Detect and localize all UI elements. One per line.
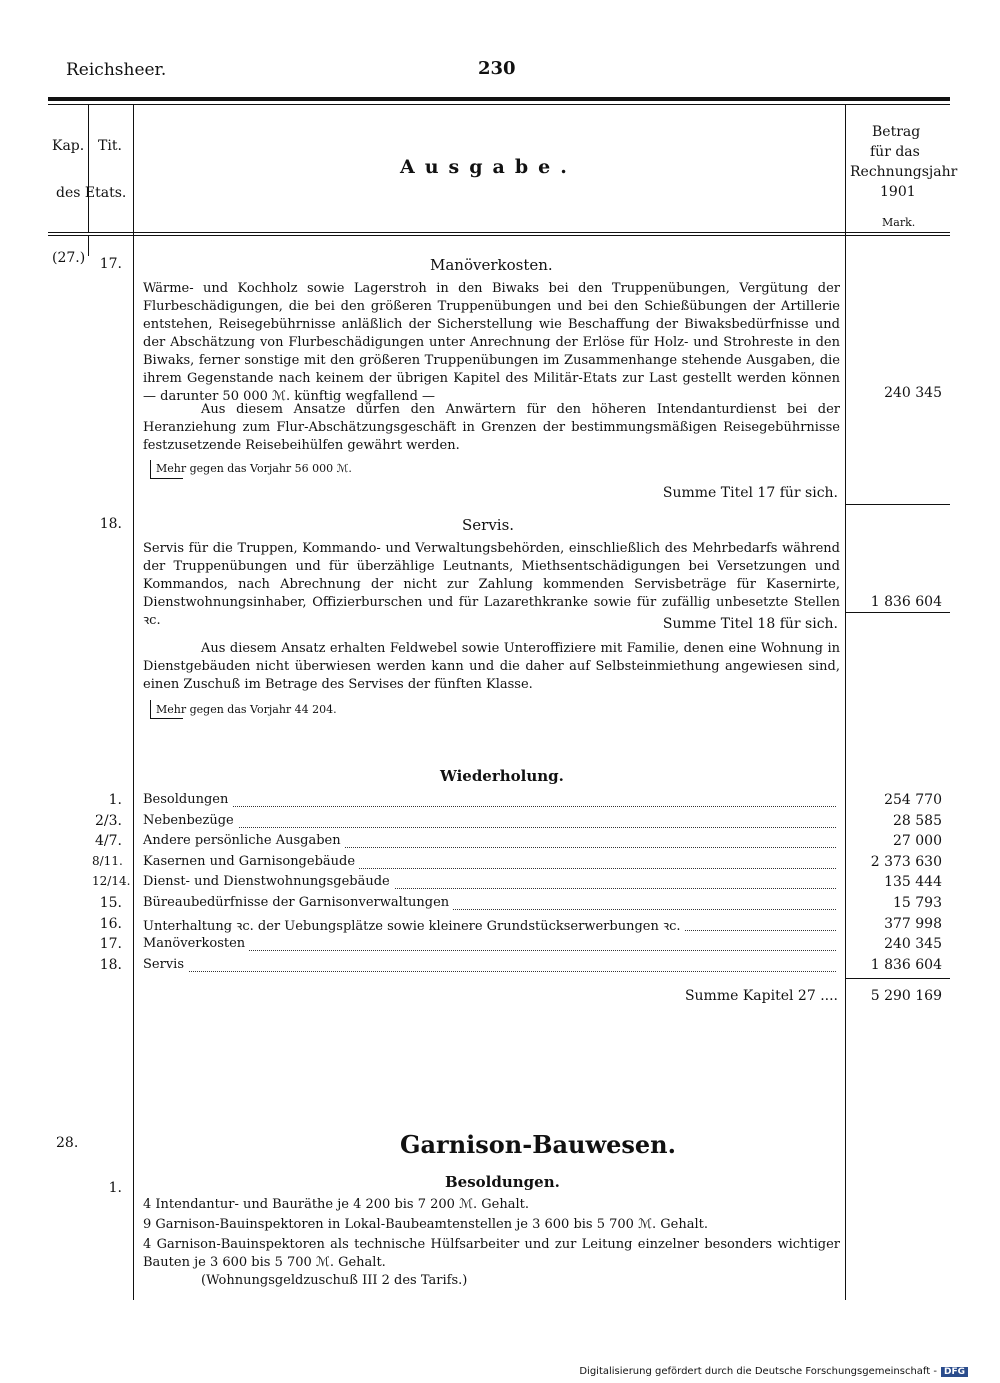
wiederholung-tit: 4/7. [95,833,122,849]
wiederholung-amount: 27 000 [893,833,942,849]
wiederholung-tit: 2/3. [95,813,122,829]
tit-18: 18. [99,516,122,532]
head-mark: Mark. [882,216,916,229]
tit-18-amount: 1 836 604 [870,594,942,610]
col-line-tit [133,104,134,1300]
tit-18-mehr: Mehr gegen das Vorjahr 44 204. [156,703,337,716]
kap-28-line-4: (Wohnungsgeldzuschuß III 2 des Tarifs.) [201,1273,468,1288]
head-betrag-1: Betrag [872,124,921,140]
tit-17-text: Wärme- und Kochholz sowie Lagerstroh in den Biwaks bei den Truppenübungen, Vergütung der Flurbeschädigungen, die bei den größeren Truppenübungen und bei den Schießübungen der Artillerie entstehen, Reisegebührnisse anläßlich der Sicherstellung wie Beschaffung der Biwaksbedürfnisse und der Abschätzung von Flurbeschädigungen unter Anrechnung der Erlöse für Holz- und Strohreste in den Biwaks, ferner sonstige mit den größeren Truppenübungen im Zusammenhange stehende Ausgaben, die ihrem Gegenstande nach keinem der übrigen Kapitel des Militär-Etats zur Last gestellt werden können — darunter 50 000 ℳ. künftig wegfallend — [143,281,840,404]
wiederholung-label: Büreaubedürfnisse der Garnisonverwaltungen [143,895,453,910]
wiederholung-amount: 135 444 [884,874,942,890]
kap-28-line-1: 4 Intendantur- und Bauräthe je 4 200 bis 7 200 ℳ. Gehalt. [143,1197,529,1212]
col-line-kap [88,104,89,232]
tit-17: 17. [99,256,122,272]
top-rule-thin [48,104,950,105]
amount-rule-18 [845,612,950,613]
wiederholung-amount: 28 585 [893,813,942,829]
leader-dots [150,826,836,828]
dfg-logo: DFG [941,1367,968,1377]
leader-dots [150,970,836,972]
head-title: Ausgabe. [400,156,577,178]
kap-27: (27.) [52,250,86,266]
tit-18-title: Servis. [462,516,515,534]
wiederholung-label: Unterhaltung ꝛc. der Uebungsplätze sowie kleinere Grundstückserwerbungen ꝛc. [143,916,685,934]
wiederholung-label: Dienst- und Dienstwohnungsgebäude [143,874,394,889]
head-rule-2 [48,235,950,236]
wiederholung-tit: 15. [99,895,122,911]
kap-28-line-2: 9 Garnison-Bauinspektoren in Lokal-Baubeamtenstellen je 3 600 bis 5 700 ℳ. Gehalt. [143,1217,708,1232]
kap-28-line-3: 4 Garnison-Bauinspektoren als technische Hülfsarbeiter und zur Leitung einzelner besonders wichtiger Bauten je 3 600 bis 5 700 ℳ. Gehalt. [143,1237,840,1270]
tit-17-note: Aus diesem Ansatze dürfen den Anwärtern für den höheren Intendanturdienst bei der Heranziehung zum Flur-Abschätzungsgeschäft in Grenzen der bestimmungsmäßigen Reisegebührnisse festzusetzende Reisebeihülfen gewährt werden. [143,402,840,453]
wiederholung-tit: 18. [99,957,122,973]
wiederholung-amount: 15 793 [893,895,942,911]
tit-17-amount: 240 345 [884,385,942,401]
footer [579,1366,968,1377]
footer-text: Digitalisierung gefördert durch die Deutsche Forschungsgemeinschaft - [579,1366,937,1377]
kap-28-tit-1-title: Besoldungen. [445,1173,560,1191]
wiederholung-label: Servis [143,957,188,972]
top-rule [48,97,950,101]
head-rule [48,232,950,233]
wiederholung-amount: 240 345 [884,936,942,952]
head-betrag-4: 1901 [880,184,916,200]
col-line-amount [845,104,846,1300]
leader-dots [150,805,836,807]
col-line-kap-body [88,236,89,256]
tit-17-title: Manöverkosten. [430,256,553,274]
wiederholung-amount: 254 770 [884,792,942,808]
kap-27-summe-amount: 5 290 169 [870,988,942,1004]
amount-rule-sum [845,978,950,979]
wiederholung-title: Wiederholung. [440,767,564,785]
wiederholung-label: Manöverkosten [143,936,249,951]
wiederholung-label: Andere persönliche Ausgaben [143,833,345,848]
page-number: 230 [478,58,516,79]
kap-28-tit-1: 1. [108,1180,122,1196]
wiederholung-amount: 2 373 630 [870,854,942,870]
wiederholung-tit: 17. [99,936,122,952]
kap-28-title: Garnison-Bauwesen. [400,1130,676,1159]
wiederholung-label: Besoldungen [143,792,232,807]
wiederholung-amount: 1 836 604 [870,957,942,973]
tit-17-summe: Summe Titel 17 für sich. [662,485,838,501]
head-kap: Kap. [52,138,85,154]
head-tit: Tit. [98,138,122,154]
wiederholung-tit: 16. [99,916,122,932]
head-des-etats: des Etats. [56,185,127,201]
kap-28: 28. [56,1135,79,1151]
wiederholung-amount: 377 998 [884,916,942,932]
wiederholung-tit: 12/14. [92,874,131,888]
leader-dots [150,949,836,951]
head-betrag-3: Rechnungsjahr [850,164,958,180]
wiederholung-tit: 8/11. [92,854,123,868]
wiederholung-label: Nebenbezüge [143,813,238,828]
head-betrag-2: für das [870,144,920,160]
tit-18-summe: Summe Titel 18 für sich. [662,616,838,632]
tit-18-note: Aus diesem Ansatz erhalten Feldwebel sowie Unteroffiziere mit Familie, denen eine Wohnung in Dienstgebäuden nicht überwiesen werden kann und die daher auf Selbsteinmiethung angewiesen sind, einen Zuschuß im Betrage des Servises der fünften Klasse. [143,641,840,692]
amount-rule-17 [845,504,950,505]
tit-17-mehr: Mehr gegen das Vorjahr 56 000 ℳ. [156,462,352,475]
kap-27-summe-label: Summe Kapitel 27 .... [684,988,838,1004]
tit-18-text: Servis für die Truppen, Kommando- und Verwaltungsbehörden, einschließlich des Mehrbedarfs während der Truppenübungen und für überzählige Leutnants, Miethsentschädigungen bei Versetzungen und Kommandos, nach Abrechnung der nicht zur Zahlung kommenden Servisbeträge für Kasernirte, Dienstwohnungsinhaber, Offizierburschen und für Lazarethkranke sowie für zufällig unbesetzte Stellen ꝛc. [143,541,840,628]
running-head: Reichsheer. [66,60,167,80]
wiederholung-label: Kasernen und Garnisongebäude [143,854,359,869]
wiederholung-tit: 1. [108,792,122,808]
